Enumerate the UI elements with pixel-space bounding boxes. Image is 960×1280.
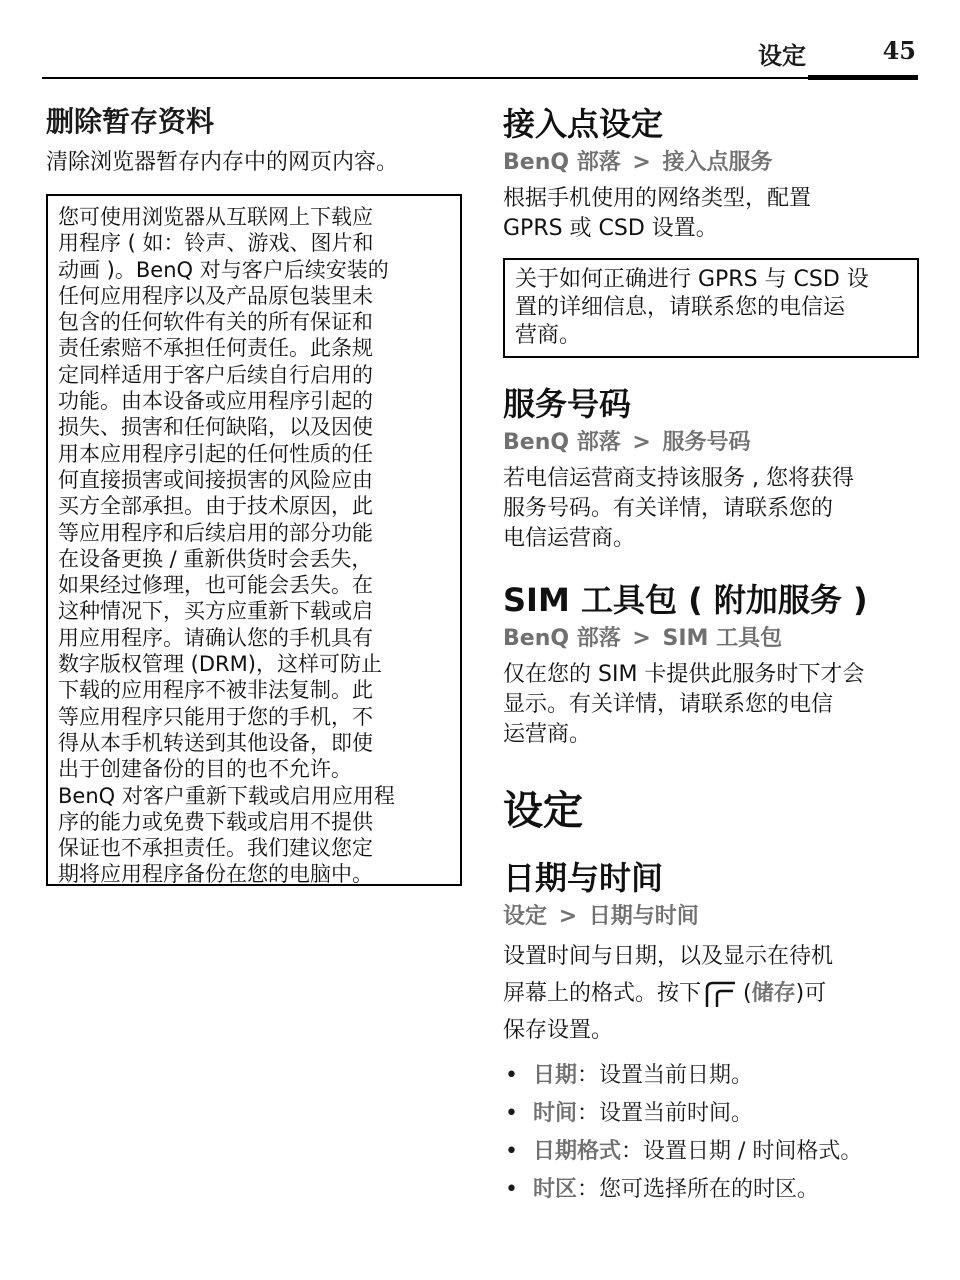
right-column	[503, 104, 919, 1209]
menu-path-root: BenQ 部落	[503, 150, 621, 175]
chapter-title-settings: 设定	[503, 788, 583, 834]
notice-line: 下载的应用程序不被非法复制。此	[58, 678, 373, 703]
section-title-sim-toolkit: SIM 工具包 ( 附加服务 )	[503, 581, 868, 619]
page-number: 45	[882, 36, 916, 65]
datetime-menu-path	[503, 902, 919, 932]
menu-path-leaf: SIM 工具包	[662, 626, 783, 651]
notice-line: 这种情况下，买方应重新下载或启	[58, 599, 373, 624]
option-term: 时间	[533, 1101, 578, 1126]
option-text: ：设置当前日期。	[577, 1063, 754, 1088]
menu-path-leaf: 接入点服务	[662, 150, 773, 175]
left-softkey-icon	[703, 979, 741, 1009]
notice-line: 定同样适用于客户后续自行启用的	[58, 362, 373, 387]
sim-description	[503, 660, 919, 750]
text-line: 屏幕上的格式。按下	[503, 981, 702, 1006]
text-line: 服务号码。有关详情，请联系您的	[503, 496, 834, 521]
menu-path-separator: >	[632, 150, 651, 175]
text-line: 运营商。	[503, 722, 592, 747]
option-term: 时区	[533, 1177, 578, 1202]
notice-line: 等应用程序和后续启用的部分功能	[58, 520, 373, 545]
apn-menu-path	[503, 148, 919, 178]
text-line: 置的详细信息，请联系您的电信运	[515, 295, 846, 320]
text-line: 若电信运营商支持该服务 , 您将获得	[503, 466, 854, 491]
notice-line: 用本应用程序引起的任何性质的任	[58, 441, 373, 466]
option-text: ：设置日期 / 时间格式。	[621, 1139, 863, 1164]
option-term: 日期格式	[533, 1139, 622, 1164]
download-notice-box	[46, 194, 462, 886]
notice-line: 您可使用浏览器从互联网上下载应	[58, 205, 373, 229]
bullet-icon: •	[505, 1101, 518, 1126]
notice-line: 数字版权管理 (DRM)，这样可防止	[58, 652, 382, 677]
text-line: 可	[804, 981, 827, 1006]
notice-line: 期将应用程序备份在您的电脑中。	[58, 862, 373, 887]
option-term: 日期	[533, 1063, 578, 1088]
bullet-icon: •	[505, 1139, 518, 1164]
list-item	[503, 1095, 919, 1133]
notice-line: BenQ 对客户重新下载或启用应用程	[58, 783, 395, 808]
option-text: ：您可选择所在的时区。	[577, 1177, 820, 1202]
notice-line: 出于创建备份的目的也不允许。	[58, 757, 352, 782]
text-line: GPRS 或 CSD 设置。	[503, 216, 718, 241]
notice-line: 损失、损害和任何缺陷，以及因使	[58, 415, 373, 440]
section-title-date-time: 日期与时间	[503, 859, 664, 897]
notice-line: 动画 )。BenQ 对与客户后续安装的	[58, 257, 389, 282]
text-line: 电信运营商。	[503, 526, 636, 551]
text-line: 根据手机使用的网络类型，配置	[503, 186, 812, 211]
menu-path-separator: >	[558, 904, 578, 929]
bullet-icon: •	[505, 1063, 518, 1088]
service-menu-path	[503, 428, 919, 458]
option-text: ：设置当前时间。	[577, 1101, 754, 1126]
apn-description	[503, 184, 919, 244]
notice-line: 用程序 ( 如：铃声、游戏、图片和	[58, 231, 374, 256]
list-item	[503, 1133, 919, 1171]
clear-cache-description: 清除浏览器暂存内存中的网页内容。	[46, 150, 399, 175]
notice-line: 功能。由本设备或应用程序引起的	[58, 389, 373, 414]
section-title-service-numbers: 服务号码	[503, 385, 632, 423]
store-softkey-label: 储存	[751, 981, 796, 1006]
datetime-description: 设置时间与日期，以及显示在待机 屏幕上的格式。按下 (储存)可 保存设置。	[503, 944, 834, 1043]
notice-line: 包含的任何软件有关的所有保证和	[58, 310, 373, 335]
sim-menu-path	[503, 624, 919, 654]
header-section-title: 设定	[758, 42, 806, 70]
menu-path-root: 设定	[503, 904, 548, 929]
menu-path-separator: >	[632, 430, 651, 455]
list-item	[503, 1057, 919, 1095]
notice-line: 在设备更换 / 重新供货时会丢失，	[58, 546, 373, 571]
notice-line: 用应用程序。请确认您的手机具有	[58, 625, 373, 650]
text-line: 设置时间与日期，以及显示在待机	[503, 944, 834, 969]
menu-path-root: BenQ 部落	[503, 626, 621, 651]
service-description	[503, 464, 919, 554]
apn-note-box	[503, 258, 919, 358]
header-rule-accent	[808, 75, 918, 80]
notice-line: 任何应用程序以及产品原包装里未	[58, 283, 373, 308]
text-line: 保存设置。	[503, 1018, 614, 1043]
notice-line: 何直接损害或间接损害的风险应由	[58, 467, 373, 492]
notice-line: 买方全部承担。由于技术原因，此	[58, 494, 373, 519]
menu-path-separator: >	[632, 626, 651, 651]
menu-path-root: BenQ 部落	[503, 430, 621, 455]
page-header	[42, 28, 918, 78]
section-title-apn: 接入点设定	[503, 105, 664, 143]
section-title-clear-cache: 删除暂存资料	[46, 105, 215, 138]
datetime-options-list	[503, 1057, 919, 1209]
text-line: 显示。有关详情，请联系您的电信	[503, 692, 834, 717]
notice-line: 序的能力或免费下载或启用不提供	[58, 809, 373, 834]
notice-line: 如果经过修理，也可能会丢失。在	[58, 573, 373, 598]
header-rule	[42, 77, 808, 79]
bullet-icon: •	[505, 1177, 518, 1202]
notice-line: 等应用程序只能用于您的手机，不	[58, 704, 373, 729]
text-line: 仅在您的 SIM 卡提供此服务时下才会	[503, 662, 865, 687]
list-item	[503, 1171, 919, 1209]
notice-line: 责任索赔不承担任何责任。此条规	[58, 336, 373, 361]
menu-path-leaf: 服务号码	[662, 430, 751, 455]
notice-line: 得从本手机转送到其他设备，即使	[58, 730, 373, 755]
left-column	[46, 104, 462, 886]
text-line: 营商。	[515, 323, 582, 348]
notice-line: 保证也不承担责任。我们建议您定	[58, 836, 373, 861]
menu-path-leaf: 日期与时间	[588, 904, 699, 929]
text-line: 关于如何正确进行 GPRS 与 CSD 设	[515, 267, 869, 292]
